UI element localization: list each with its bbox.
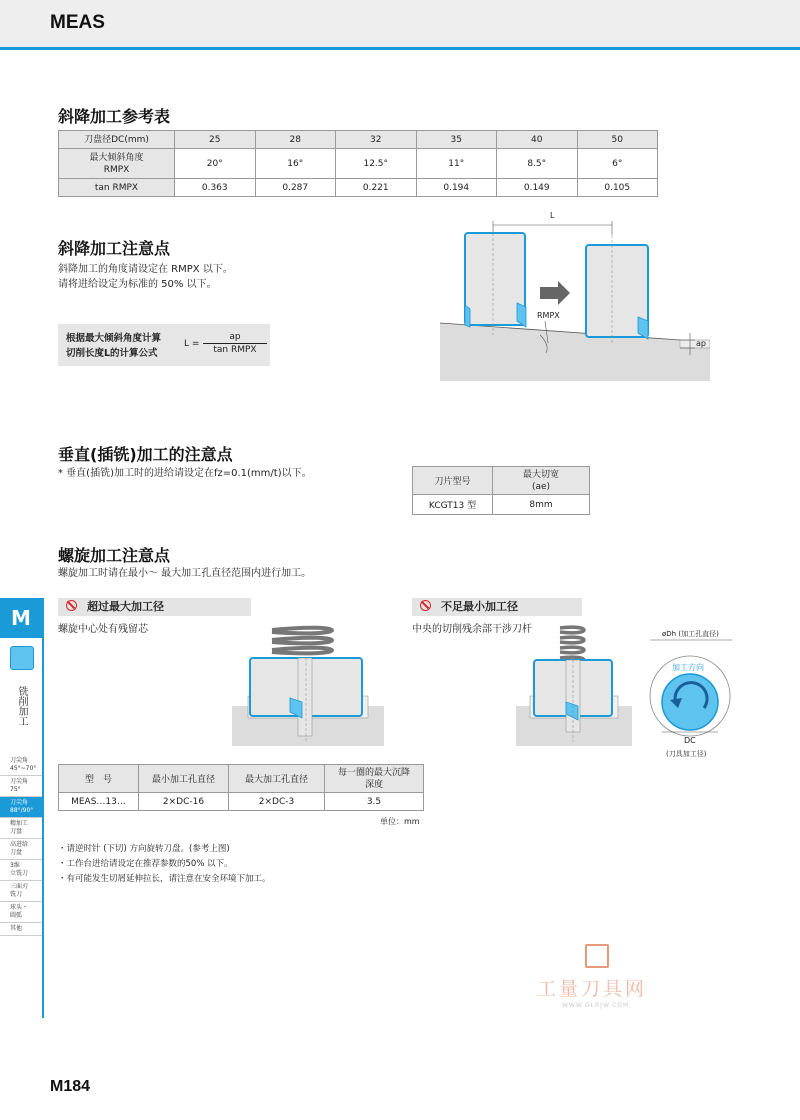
helical-cell-depth: 3.5 (325, 793, 424, 811)
bullet-3: ・有可能发生切屑延伸拉长，请注意在安全环境下加工。 (58, 874, 271, 884)
helical-table (58, 764, 424, 811)
ramping-table-cell: 6° (577, 149, 658, 179)
ramping-note-1: 斜降加工的角度请设定在 RMPX 以下。 (58, 264, 233, 275)
ramping-table-cell: 35 (416, 131, 497, 149)
ramping-note-2: 请将进给设定为标准的 50% 以下。 (58, 279, 217, 290)
formula-label-2: 切削长度L的计算公式 (66, 348, 158, 359)
watermark-url: WWW.GLRJW.COM (562, 1002, 630, 1009)
dim-L-label: L (550, 211, 555, 220)
sidebar-item[interactable]: 刀尖角 45°~70° (0, 755, 42, 776)
warn-max-desc: 螺旋中心处有残留芯 (58, 624, 148, 635)
ramping-table-cell: 25 (175, 131, 256, 149)
bullet-2: ・工作台进给请设定在推荐参数的50% 以下。 (58, 859, 233, 869)
watermark-logo (585, 944, 609, 968)
ramping-table-cell: 16° (255, 149, 336, 179)
sidebar-item[interactable]: 高进给 刀盘 (0, 839, 42, 860)
ramping-table-cell: 刀盘径DC(mm) (59, 131, 175, 149)
helical-diagram-min (516, 618, 632, 746)
ramping-notes-title: 斜降加工注意点 (58, 239, 171, 258)
helical-cell-model: MEAS…13… (59, 793, 139, 811)
ramping-table-cell: 28 (255, 131, 336, 149)
warn-bar-min (412, 598, 582, 616)
cutter-1 (465, 233, 526, 335)
watermark-name: 工量刀具网 (537, 978, 648, 1000)
ramping-table-row (59, 179, 658, 197)
feed-arrow (540, 281, 570, 305)
sidebar-item[interactable]: 刀尖角 88°/90° (0, 797, 42, 818)
helical-cell-max: 2×DC-3 (229, 793, 325, 811)
page-number: M184 (50, 1078, 91, 1095)
formula-box (58, 324, 270, 366)
milling-icon (10, 646, 34, 670)
bullet-1: ・请逆时针 (下切) 方向旋转刀盘。(参考上图) (58, 844, 230, 854)
ramping-table-row (59, 131, 658, 149)
ramping-table-cell: 0.194 (416, 179, 497, 197)
sidebar-item[interactable]: 3维 立铣刀 (0, 860, 42, 881)
ramping-diagram (440, 205, 710, 383)
plunge-head-ae: 最大切宽 (ae) (493, 467, 590, 495)
sidebar-divider (42, 598, 44, 1018)
sidebar-item[interactable]: 球头・ 圆弧 (0, 902, 42, 923)
formula-denominator: tan RMPX (213, 345, 257, 355)
ramping-table-cell: 0.221 (336, 179, 417, 197)
dim-rmpx-label: RMPX (537, 311, 560, 320)
ramping-table-cell: 12.5° (336, 149, 417, 179)
ramping-table-cell: 0.105 (577, 179, 658, 197)
helical-cell-min: 2×DC-16 (139, 793, 229, 811)
ramping-table-title: 斜降加工参考表 (58, 107, 171, 126)
plunge-head-insert: 刀片型号 (413, 467, 493, 495)
ramp-workpiece (440, 323, 710, 381)
plunge-note: * 垂直(插铣)加工时的进给请设定在fz=0.1(mm/t)以下。 (58, 468, 312, 479)
formula-label (66, 331, 161, 361)
helical-circle-diagram (640, 624, 740, 764)
formula-numerator: ap (229, 332, 241, 342)
fraction-line (203, 343, 267, 344)
cutter-2 (586, 235, 648, 345)
prohibit-icon (66, 600, 77, 611)
ramping-table-cell: 最大倾斜角度 RMPX (59, 149, 175, 179)
helical-head-depth: 每一圈的最大沉降 深度 (325, 765, 424, 793)
sidebar-vertical-label: 铣削加工 (16, 686, 27, 726)
helical-head-model: 型 号 (59, 765, 139, 793)
ramping-table-cell: tan RMPX (59, 179, 175, 197)
plunge-title: 垂直(插铣)加工的注意点 (58, 445, 233, 464)
sidebar-item[interactable]: 精加工 刀盘 (0, 818, 42, 839)
sidebar-item[interactable]: 其他 (0, 923, 42, 936)
helical-diagram-max (232, 618, 384, 746)
plunge-cell-insert: KCGT13 型 (413, 495, 493, 515)
circle-dir-label: 加工方向 (672, 663, 704, 672)
helical-note: 螺旋加工时请在最小～ 最大加工孔直径范围内进行加工。 (58, 568, 312, 579)
helical-head-max: 最大加工孔直径 (229, 765, 325, 793)
prohibit-icon (420, 600, 431, 611)
sidebar-list (0, 755, 42, 936)
helix-path (272, 628, 332, 654)
dim-ap-label: ap (696, 339, 706, 348)
warn-min-desc: 中央的切削残余部干涉刀杆 (412, 624, 532, 635)
sidebar-item[interactable]: 刀尖角 75° (0, 776, 42, 797)
formula-label-1: 根据最大倾斜角度计算 (66, 333, 162, 344)
ramping-table-cell: 40 (497, 131, 578, 149)
ramping-notes-text (58, 262, 233, 292)
helical-title: 螺旋加工注意点 (58, 546, 171, 565)
plunge-table (412, 466, 590, 515)
unit-label: 单位：mm (380, 817, 420, 826)
warn-max-label: 超过最大加工径 (87, 600, 164, 613)
ramping-table-cell: 0.363 (175, 179, 256, 197)
formula-lhs: L = (184, 339, 200, 349)
circle-tool-label: (刀具加工径) (666, 750, 707, 758)
ramping-table-row (59, 149, 658, 179)
sidebar-item[interactable]: 三面刃 铣刀 (0, 881, 42, 902)
circle-dc-label: DC (684, 736, 696, 745)
ramping-table-cell: 11° (416, 149, 497, 179)
ramping-table-cell: 8.5° (497, 149, 578, 179)
helical-bullets (58, 842, 271, 887)
warn-bar-max (58, 598, 251, 616)
ramping-table-cell: 50 (577, 131, 658, 149)
plunge-cell-ae: 8mm (493, 495, 590, 515)
page-title: MEAS (50, 12, 105, 33)
helical-head-min: 最小加工孔直径 (139, 765, 229, 793)
ramping-table-cell: 0.149 (497, 179, 578, 197)
ramping-table (58, 130, 658, 197)
ramping-table-cell: 20° (175, 149, 256, 179)
ramping-table-cell: 32 (336, 131, 417, 149)
sidebar-tab-m[interactable]: M (0, 598, 42, 638)
warn-min-label: 不足最小加工径 (441, 600, 518, 613)
header-bar (0, 0, 800, 50)
formula-fraction (203, 332, 267, 355)
circle-dh-label: øDh (加工孔直径) (662, 630, 719, 638)
ramping-table-cell: 0.287 (255, 179, 336, 197)
